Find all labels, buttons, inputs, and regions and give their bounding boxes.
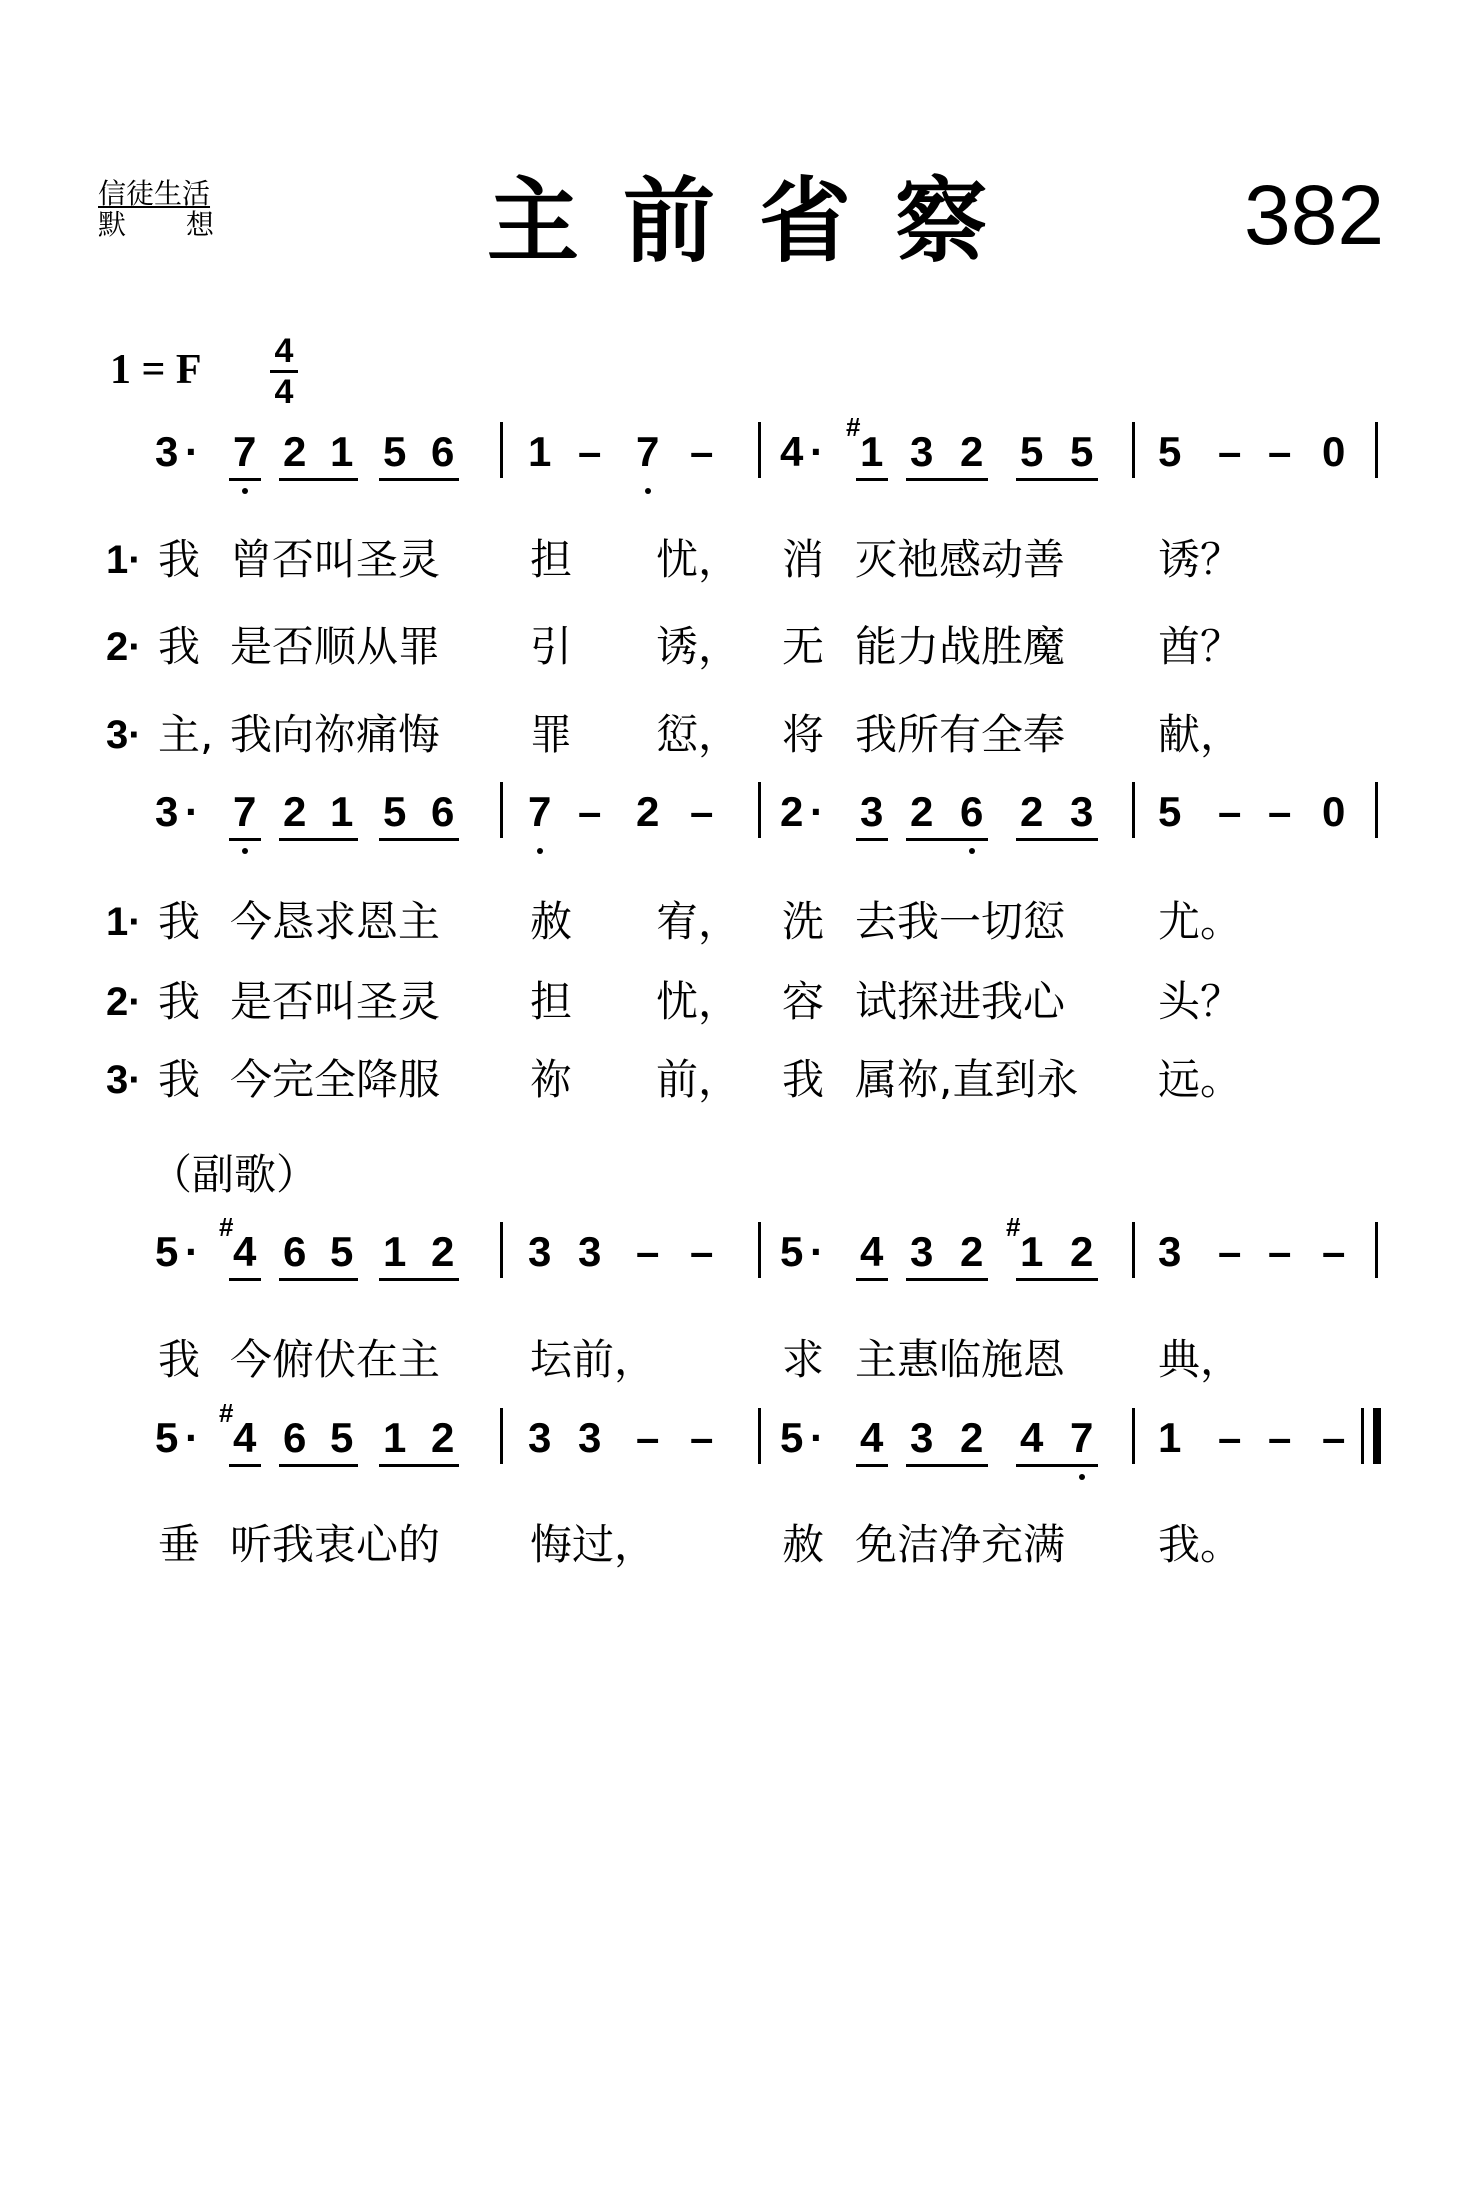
lyric-segment: 担 xyxy=(530,977,573,1026)
note: 4 xyxy=(860,1228,884,1275)
note: 4 xyxy=(233,1414,257,1461)
note: · xyxy=(185,1228,199,1275)
subcategory-label: 默想 xyxy=(98,208,275,241)
note: 5 xyxy=(155,1414,179,1461)
note: · xyxy=(810,788,824,835)
note: · xyxy=(810,1228,824,1275)
verse-number: 2· xyxy=(106,625,142,669)
lyric-segment: 诱？ xyxy=(1158,535,1243,584)
time-signature-bottom: 4 xyxy=(274,373,294,411)
note: 4 xyxy=(860,1414,884,1461)
bar-line xyxy=(500,1408,503,1464)
note: 2 xyxy=(431,1228,455,1275)
lyric-segment: 容 xyxy=(782,977,825,1026)
note: · xyxy=(810,428,824,475)
beam-underline xyxy=(379,478,459,481)
note: 5 xyxy=(780,1228,804,1275)
chorus-lyric-segment: 坛前， xyxy=(530,1335,657,1384)
note: 6 xyxy=(431,428,455,475)
note: 5 xyxy=(155,1228,179,1275)
bar-line xyxy=(500,422,503,478)
lyric-segment: 引 xyxy=(530,622,573,671)
note: 0 xyxy=(1322,428,1346,475)
note: 1 xyxy=(383,1414,407,1461)
beam-underline xyxy=(906,838,988,841)
lyric-segment: 献， xyxy=(1158,710,1243,759)
note: 2 xyxy=(283,788,307,835)
lyric-segment: 主, xyxy=(158,710,214,759)
note: 5 xyxy=(383,428,407,475)
lyric-segment: 忧， xyxy=(656,535,741,584)
beam-underline xyxy=(229,1278,261,1281)
lyric-segment: 头？ xyxy=(1158,977,1243,1026)
note: · xyxy=(810,1414,824,1461)
beam-underline xyxy=(1016,1278,1098,1281)
key-signature: 1 = F xyxy=(110,347,202,393)
note: 3 xyxy=(155,788,179,835)
lyric-segment: 将 xyxy=(782,710,825,759)
note: · xyxy=(185,788,199,835)
lyric-segment: 无 xyxy=(782,622,825,671)
lyric-segment: 愆， xyxy=(656,710,741,759)
note: 3 xyxy=(860,788,884,835)
lyric-segment: 消 xyxy=(782,535,825,584)
beam-underline xyxy=(1016,478,1098,481)
note: – xyxy=(1218,788,1242,835)
lyric-segment: 我向祢痛悔 xyxy=(230,710,441,759)
note: 2 xyxy=(960,1228,984,1275)
lyric-segment: 罪 xyxy=(530,710,573,759)
note: – xyxy=(1218,1228,1242,1275)
hymn-title: 主前省察 xyxy=(487,168,1032,275)
note: – xyxy=(1268,788,1292,835)
bar-line xyxy=(758,422,761,478)
final-bar-line xyxy=(1373,1408,1381,1464)
bar-line xyxy=(500,782,503,838)
lyric-segment: 我 xyxy=(158,977,201,1026)
note: 5 xyxy=(1158,428,1182,475)
lyric-segment: 是否顺从罪 xyxy=(230,622,441,671)
note: – xyxy=(578,428,602,475)
lyric-segment: 尤。 xyxy=(1158,897,1243,946)
note: 4 xyxy=(233,1228,257,1275)
sharp-sign: # xyxy=(219,1212,234,1242)
bar-line xyxy=(1375,422,1378,478)
time-signature xyxy=(270,334,298,409)
note: 0 xyxy=(1322,788,1346,835)
verse-number: 3· xyxy=(106,1058,142,1102)
note: 4 xyxy=(780,428,804,475)
beam-underline xyxy=(856,1464,888,1467)
lyric-segment: 去我一切愆 xyxy=(855,897,1066,946)
lyric-segment: 酋？ xyxy=(1158,622,1243,671)
note: 2 xyxy=(1070,1228,1094,1275)
chorus-lyric-segment: 主惠临施恩 xyxy=(855,1335,1066,1384)
lyric-segment: 试探进我心 xyxy=(855,977,1066,1026)
note: 3 xyxy=(910,1414,934,1461)
verse-number: 1· xyxy=(106,900,142,944)
low-octave-dot xyxy=(537,848,543,854)
beam-underline xyxy=(279,478,358,481)
lyric-segment: 宥， xyxy=(656,897,741,946)
bar-line xyxy=(1132,782,1135,838)
lyric-segment: 担 xyxy=(530,535,573,584)
note: 3 xyxy=(528,1228,552,1275)
note: 5 xyxy=(1158,788,1182,835)
bar-line xyxy=(1132,422,1135,478)
note: 1 xyxy=(528,428,552,475)
note: – xyxy=(636,1414,660,1461)
bar-line xyxy=(500,1222,503,1278)
lyric-segment: 我 xyxy=(158,897,201,946)
beam-underline xyxy=(279,838,358,841)
sharp-sign: # xyxy=(219,1398,234,1428)
lyric-segment: 祢 xyxy=(530,1055,573,1104)
note: 6 xyxy=(283,1414,307,1461)
beam-underline xyxy=(279,1278,358,1281)
note: – xyxy=(690,428,714,475)
lyric-segment: 诱， xyxy=(656,622,741,671)
note: – xyxy=(1268,1414,1292,1461)
note: 1 xyxy=(1158,1414,1182,1461)
verse-number: 2· xyxy=(106,980,142,1024)
note: 1 xyxy=(330,428,354,475)
low-octave-dot xyxy=(242,488,248,494)
note: 5 xyxy=(780,1414,804,1461)
sharp-sign: # xyxy=(846,412,861,442)
note: 7 xyxy=(1070,1414,1094,1461)
chorus-lyric-segment: 求 xyxy=(782,1335,825,1384)
time-signature-top: 4 xyxy=(274,332,294,370)
note: – xyxy=(690,788,714,835)
note: – xyxy=(690,1228,714,1275)
note: – xyxy=(1322,1414,1346,1461)
bar-line xyxy=(758,782,761,838)
note: 1 xyxy=(383,1228,407,1275)
chorus-lyric-segment: 赦 xyxy=(782,1520,825,1569)
note: – xyxy=(578,788,602,835)
bar-line xyxy=(1375,1222,1378,1278)
beam-underline xyxy=(906,1278,988,1281)
chorus-lyric-segment: 今俯伏在主 xyxy=(230,1335,441,1384)
low-octave-dot xyxy=(1079,1474,1085,1480)
note: 6 xyxy=(960,788,984,835)
note: 3 xyxy=(1070,788,1094,835)
beam-underline xyxy=(906,478,988,481)
beam-underline xyxy=(906,1464,988,1467)
note: · xyxy=(185,428,199,475)
note: 5 xyxy=(383,788,407,835)
beam-underline xyxy=(379,1278,459,1281)
note: – xyxy=(690,1414,714,1461)
bar-line xyxy=(1375,782,1378,838)
lyric-segment: 远。 xyxy=(1158,1055,1243,1104)
beam-underline xyxy=(856,1278,888,1281)
chorus-lyric-segment: 垂 xyxy=(158,1520,201,1569)
note: · xyxy=(185,1414,199,1461)
note: 5 xyxy=(1070,428,1094,475)
note: 2 xyxy=(1020,788,1044,835)
note: 2 xyxy=(910,788,934,835)
lyric-segment: 我 xyxy=(782,1055,825,1104)
note: 2 xyxy=(960,428,984,475)
note: 4 xyxy=(1020,1414,1044,1461)
lyric-segment: 赦 xyxy=(530,897,573,946)
beam-underline xyxy=(229,478,261,481)
lyric-segment: 是否叫圣灵 xyxy=(230,977,441,1026)
note: 6 xyxy=(283,1228,307,1275)
note: 2 xyxy=(780,788,804,835)
bar-line xyxy=(758,1408,761,1464)
verse-number: 1· xyxy=(106,538,142,582)
note: 2 xyxy=(283,428,307,475)
lyric-segment: 我所有全奉 xyxy=(855,710,1066,759)
lyric-segment: 能力战胜魔 xyxy=(855,622,1066,671)
lyric-segment: 属祢,直到永 xyxy=(855,1055,1079,1104)
chorus-lyric-segment: 典， xyxy=(1158,1335,1243,1384)
chorus-lyric-segment: 我 xyxy=(158,1335,201,1384)
sharp-sign: # xyxy=(1006,1212,1021,1242)
note: 5 xyxy=(330,1228,354,1275)
bar-line xyxy=(1132,1222,1135,1278)
lyric-segment: 忧， xyxy=(656,977,741,1026)
beam-underline xyxy=(229,1464,261,1467)
note: – xyxy=(1322,1228,1346,1275)
category-label: 信徒生活 xyxy=(98,177,211,210)
note: 7 xyxy=(636,428,660,475)
note: 2 xyxy=(960,1414,984,1461)
chorus-label: （副歌） xyxy=(150,1150,319,1199)
note: – xyxy=(1218,428,1242,475)
note: 5 xyxy=(1020,428,1044,475)
low-octave-dot xyxy=(969,848,975,854)
beam-underline xyxy=(1016,1464,1098,1467)
final-bar-thin xyxy=(1361,1408,1364,1464)
lyric-segment: 我 xyxy=(158,622,201,671)
bar-line xyxy=(758,1222,761,1278)
verse-number: 3· xyxy=(106,713,142,757)
note: – xyxy=(1268,1228,1292,1275)
note: – xyxy=(1218,1414,1242,1461)
chorus-lyric-segment: 悔过， xyxy=(530,1520,657,1569)
lyric-segment: 今完全降服 xyxy=(230,1055,441,1104)
bar-line xyxy=(1132,1408,1135,1464)
note: 3 xyxy=(528,1414,552,1461)
low-octave-dot xyxy=(645,488,651,494)
lyric-segment: 我 xyxy=(158,535,201,584)
note: 3 xyxy=(578,1414,602,1461)
note: 1 xyxy=(1020,1228,1044,1275)
beam-underline xyxy=(856,838,888,841)
note: 6 xyxy=(431,788,455,835)
beam-underline xyxy=(229,838,261,841)
note: 3 xyxy=(578,1228,602,1275)
low-octave-dot xyxy=(242,848,248,854)
beam-underline xyxy=(379,838,459,841)
note: 7 xyxy=(233,428,257,475)
lyric-segment: 曾否叫圣灵 xyxy=(230,535,441,584)
chorus-lyric-segment: 免洁净充满 xyxy=(855,1520,1066,1569)
beam-underline xyxy=(1016,838,1098,841)
lyric-segment: 前， xyxy=(656,1055,741,1104)
note: 2 xyxy=(636,788,660,835)
beam-underline xyxy=(856,478,888,481)
hymn-number: 382 xyxy=(1244,168,1385,262)
lyric-segment: 灭祂感动善 xyxy=(855,535,1066,584)
lyric-segment: 我 xyxy=(158,1055,201,1104)
note: 1 xyxy=(860,428,884,475)
note: – xyxy=(636,1228,660,1275)
note: 7 xyxy=(528,788,552,835)
note: 3 xyxy=(910,1228,934,1275)
note: 5 xyxy=(330,1414,354,1461)
note: – xyxy=(1268,428,1292,475)
note: 7 xyxy=(233,788,257,835)
chorus-lyric-segment: 听我衷心的 xyxy=(230,1520,441,1569)
note: 3 xyxy=(155,428,179,475)
lyric-segment: 今恳求恩主 xyxy=(230,897,441,946)
chorus-lyric-segment: 我。 xyxy=(1158,1520,1243,1569)
note: 3 xyxy=(1158,1228,1182,1275)
beam-underline xyxy=(279,1464,358,1467)
note: 3 xyxy=(910,428,934,475)
note: 2 xyxy=(431,1414,455,1461)
beam-underline xyxy=(379,1464,459,1467)
note: 1 xyxy=(330,788,354,835)
lyric-segment: 洗 xyxy=(782,897,825,946)
